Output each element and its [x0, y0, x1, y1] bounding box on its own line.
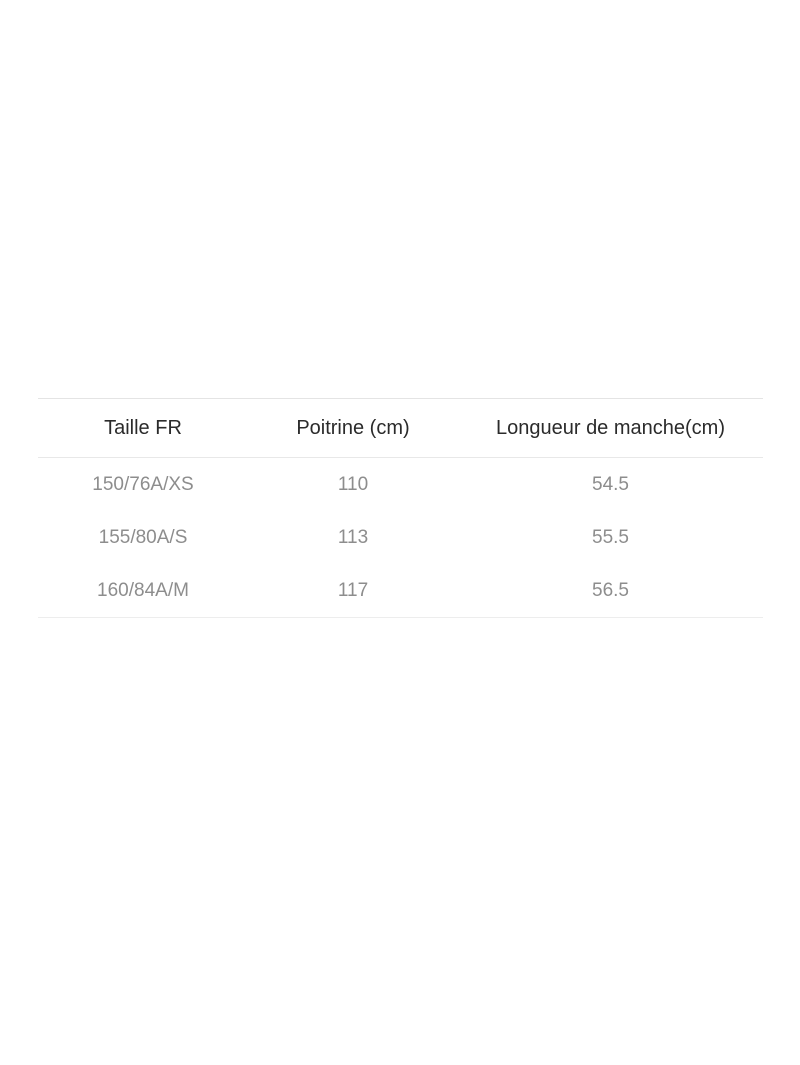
cell-size: 160/84A/M [38, 564, 248, 618]
table-row [38, 458, 763, 512]
table-row [38, 564, 763, 618]
column-header-chest: Poitrine (cm) [248, 399, 458, 458]
column-header-size: Taille FR [38, 399, 248, 458]
cell-size: 150/76A/XS [92, 474, 194, 495]
cell-sleeve-length: 55.5 [592, 527, 629, 548]
cell-chest: 117 [248, 564, 458, 618]
cell-sleeve-length: 56.5 [458, 564, 763, 618]
cell-chest: 113 [337, 527, 369, 548]
size-chart-container [38, 398, 763, 618]
cell-chest: 110 [337, 474, 369, 495]
column-header-sleeve-length: Longueur de manche(cm) [458, 399, 763, 458]
size-chart-header [38, 399, 763, 458]
table-row [38, 511, 763, 564]
size-chart-table [38, 398, 763, 618]
cell-sleeve-length: 54.5 [592, 474, 629, 495]
cell-size: 155/80A/S [98, 527, 188, 548]
size-chart-body [38, 458, 763, 618]
table-header-row [38, 399, 763, 458]
